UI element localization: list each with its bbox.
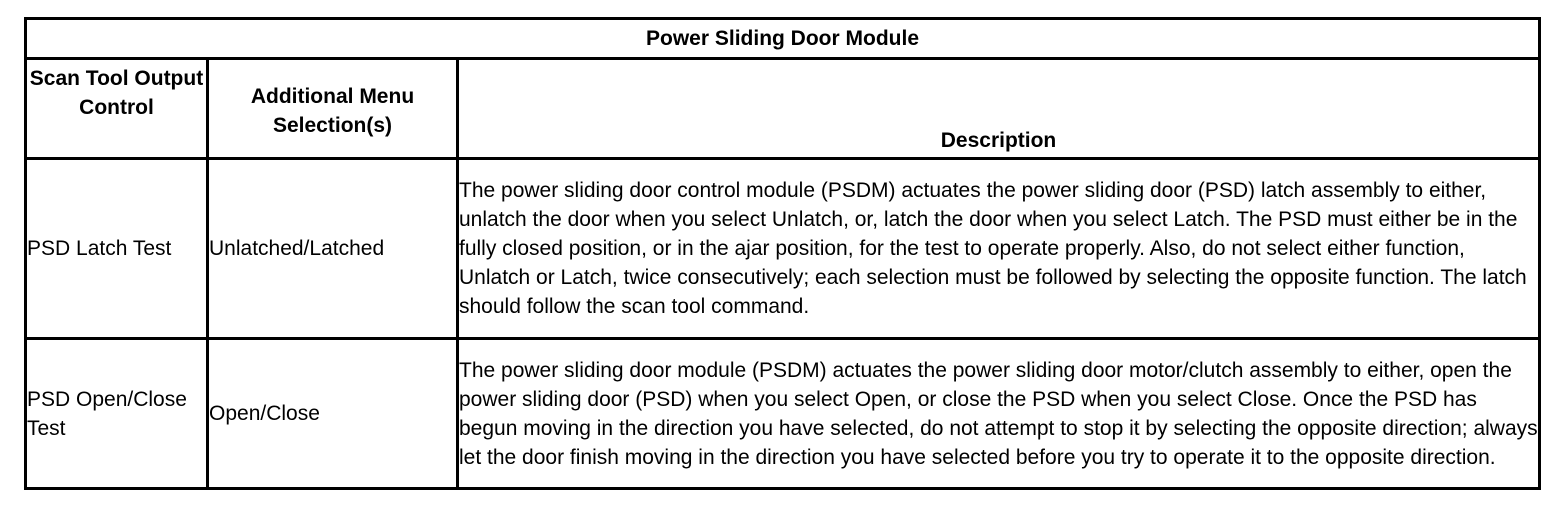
header-output-control: Scan Tool Output Control	[26, 59, 208, 159]
table-title-row	[26, 19, 1540, 59]
power-sliding-door-table	[24, 17, 1541, 490]
row-description: The power sliding door module (PSDM) actuates the power sliding door motor/clutch assembly to either, open the power sliding door (PSD) when you select Open, or close the PSD when you select Close. Once the PSD has begun moving in the direction you have selected, do not attempt to stop it by selecting the opposite direction; always let the door finish moving in the direction you have selected before you try to operate it to the opposite direction.	[458, 339, 1540, 489]
row-description: The power sliding door control module (PSDM) actuates the power sliding door (PSD) latch assembly to either, unlatch the door when you select Unlatch, or, latch the door when you select Latch. The PSD must either be in the fully closed position, or in the ajar position, for the test to operate properly. Also, do not select either function, Unlatch or Latch, twice consecutively; each selection must be followed by selecting the opposite function. The latch should follow the scan tool command.	[458, 159, 1540, 339]
row-menu-selections: Open/Close	[208, 339, 458, 489]
row-menu-selections: Unlatched/Latched	[208, 159, 458, 339]
table-row	[26, 339, 1540, 489]
row-output-control: PSD Open/Close Test	[26, 339, 208, 489]
table-row	[26, 159, 1540, 339]
header-menu-selections: Additional Menu Selection(s)	[208, 59, 458, 159]
header-description: Description	[458, 59, 1540, 159]
table-title: Power Sliding Door Module	[26, 19, 1540, 59]
row-output-control: PSD Latch Test	[26, 159, 208, 339]
table-header-row	[26, 59, 1540, 159]
